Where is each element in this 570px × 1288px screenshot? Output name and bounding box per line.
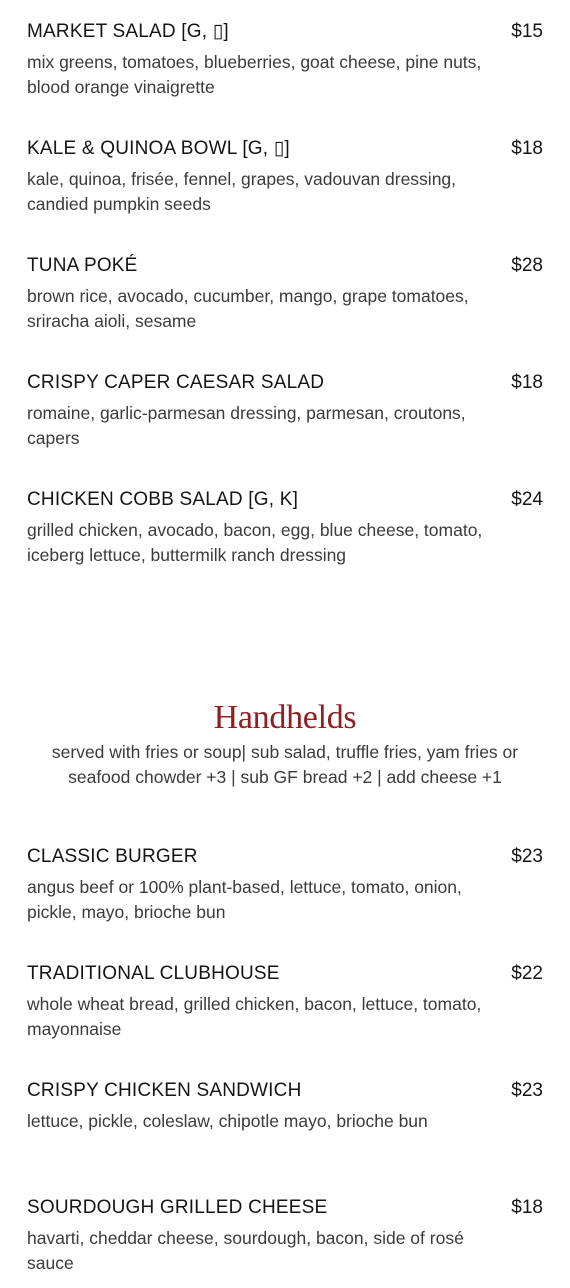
item-name: KALE & QUINOA BOWL [G, ▯] <box>27 138 290 159</box>
item-price: $15 <box>511 21 543 42</box>
item-description: whole wheat bread, grilled chicken, bacon, lettuce, tomato, mayonnaise <box>27 994 482 1039</box>
item-description: grilled chicken, avocado, bacon, egg, blue cheese, tomato, iceberg lettuce, buttermilk ranch dressing <box>27 520 483 565</box>
menu-item-chicken-cobb-salad <box>0 488 570 568</box>
item-header <box>27 254 543 278</box>
item-header <box>27 1079 543 1103</box>
menu-item-crispy-chicken-sandwich <box>0 1079 570 1134</box>
item-header <box>27 845 543 869</box>
menu-item-market-salad <box>0 20 570 100</box>
item-header <box>27 371 543 395</box>
item-description: mix greens, tomatoes, blueberries, goat cheese, pine nuts, blood orange vinaigrette <box>27 52 482 97</box>
item-name: SOURDOUGH GRILLED CHEESE <box>27 1197 328 1218</box>
item-description: romaine, garlic-parmesan dressing, parmesan, croutons, capers <box>27 403 466 448</box>
item-name: CHICKEN COBB SALAD [G, K] <box>27 489 299 510</box>
menu-item-tuna-poke <box>0 254 570 334</box>
item-header <box>27 137 543 161</box>
menu-item-traditional-clubhouse <box>0 962 570 1042</box>
item-price: $23 <box>511 846 543 867</box>
item-description: havarti, cheddar cheese, sourdough, bacon, side of rosé sauce <box>27 1228 464 1273</box>
menu-item-crispy-caper-caesar-salad <box>0 371 570 451</box>
item-description: kale, quinoa, frisée, fennel, grapes, vadouvan dressing, candied pumpkin seeds <box>27 169 457 214</box>
item-header <box>27 20 543 44</box>
item-price: $22 <box>511 963 543 984</box>
item-header <box>27 962 543 986</box>
menu-item-kale-quinoa-bowl <box>0 137 570 217</box>
item-name: TRADITIONAL CLUBHOUSE <box>27 963 280 984</box>
item-description: angus beef or 100% plant-based, lettuce, tomato, onion, pickle, mayo, brioche bun <box>27 877 462 922</box>
item-name: CRISPY CHICKEN SANDWICH <box>27 1080 302 1101</box>
item-price: $18 <box>511 138 543 159</box>
menu-item-sourdough-grilled-cheese <box>0 1196 570 1276</box>
item-price: $24 <box>511 489 543 510</box>
item-price: $18 <box>511 372 543 393</box>
item-name: MARKET SALAD [G, ▯] <box>27 21 229 42</box>
section-note: served with fries or soup| sub salad, truffle fries, yam fries or seafood chowder +3 | sub GF bread +2 | add cheese +1 <box>51 742 519 787</box>
menu-item-classic-burger <box>0 845 570 925</box>
item-price: $28 <box>511 255 543 276</box>
item-header <box>27 1196 543 1220</box>
item-name: TUNA POKÉ <box>27 255 138 276</box>
item-description: brown rice, avocado, cucumber, mango, grape tomatoes, sriracha aioli, sesame <box>27 286 469 331</box>
item-header <box>27 488 543 512</box>
item-name: CLASSIC BURGER <box>27 846 198 867</box>
item-name: CRISPY CAPER CAESAR SALAD <box>27 372 325 393</box>
item-price: $23 <box>511 1080 543 1101</box>
item-description: lettuce, pickle, coleslaw, chipotle mayo, brioche bun <box>27 1111 428 1131</box>
section-title: Handhelds <box>213 699 357 736</box>
item-price: $18 <box>511 1197 543 1218</box>
